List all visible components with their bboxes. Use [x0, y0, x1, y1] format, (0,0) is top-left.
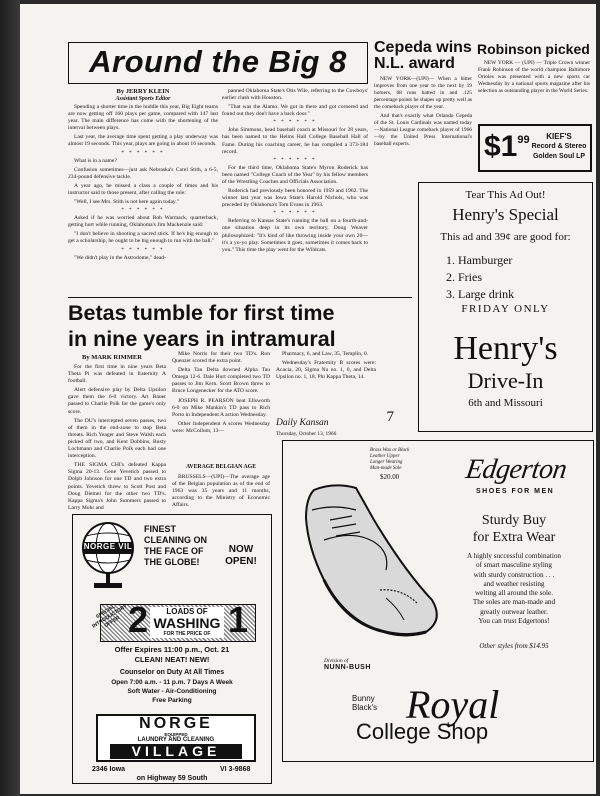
betas-paragraph: Mike Norris for their two TD's. Ron Quenzer scored the extra point.: [172, 351, 270, 365]
edgerton-other-styles: Other styles from $14.95: [479, 642, 549, 650]
betas-paragraph: The DU's intercepted seven passes, two of them in the end-zone to stop Beta threats. Rich Yeager and Steve Walsh each picked off two, and Kent Dobbins, Rusty Lochmann and Charlie Polk each had one interception.: [68, 417, 166, 460]
norge-phone: VI 3-9868: [220, 766, 251, 773]
edgerton-copy-line: and weather resisting: [483, 579, 545, 588]
edgerton-copy-line: greatly outwear leather.: [480, 607, 548, 616]
section-stars: * * * * * *: [121, 208, 165, 214]
cepeda-paragraph: NEW YORK—(UPI)— When a hitter improves from one year to the next by 19 homers, 68 runs batted in and .125 percentage points he shapes up pretty well as the comeback player of the year.: [374, 76, 472, 110]
newspaper-page: [20, 4, 596, 794]
royal-script: Royal: [406, 682, 500, 727]
betas-paragraph: JOSEPH R. PEARSON beat Ellsworth 6-0 on Mike Mankin's TD pass to Rich Porto in Independent A action Wednesday.: [172, 397, 270, 418]
loads-text: [150, 607, 224, 638]
around-paragraph: Confusion sometimes—just ask Nebraska's Carel Stith, a 6-5, 234-pound defensive tackle.: [68, 166, 218, 180]
around-mid-column: [222, 88, 368, 294]
edgerton-copy-line: The soles are man-made and: [472, 598, 556, 607]
edgerton-copy-line: with sturdy construction . . .: [473, 570, 555, 579]
dateline-paper: Daily Kansan: [276, 418, 329, 428]
kiefs-price-cents: 99: [517, 134, 530, 146]
dateline-date: Thursday, October 13, 1966: [276, 431, 337, 437]
robinson-column: [478, 60, 590, 122]
around-byline-role: Assistant Sports Editor: [115, 96, 171, 102]
betas-paragraph: THE SIGMA CHI's defeated Kappa Sigma 20-13. Gene Yevetich passed to Dolph Johnson for one TD and two extra points. Yevetich threw to Scott Post and Doug Diemel for the other two TD's. Kappa Sigma's John Summers passed to Larry Mohr and: [68, 462, 166, 510]
betas-paragraph: Other Independent A scores Wednesday were: McCollum, 13—: [172, 420, 270, 434]
section-stars: * * * * * *: [273, 211, 317, 217]
edgerton-copy-line: You can trust Edgertons!: [478, 617, 550, 626]
cepeda-headline: [374, 40, 474, 72]
betas-column-3: [276, 351, 376, 403]
bunny-text: Bunny: [352, 694, 375, 703]
division-of: Division of: [324, 658, 349, 664]
special-offer-badge: SPECIAL INTRODUCTORY OFFER: [91, 603, 129, 630]
henrys-friday: FRIDAY ONLY: [461, 303, 550, 315]
henrys-item: 3. Large drink: [446, 287, 515, 301]
henrys-content: [418, 188, 593, 411]
henrys-item: 2. Fries: [446, 270, 482, 284]
kiefs-name: KIEF'S: [546, 132, 572, 141]
betas-byline: By MARK RIMMER: [82, 354, 142, 361]
norge-logo-laundry: LAUNDRY AND CLEANING: [137, 737, 215, 743]
around-left-column: [68, 104, 218, 294]
sturdy-line1: Sturdy Buy: [481, 513, 547, 528]
norge-logo-village: VILLAGE: [110, 744, 242, 759]
around-paragraph: Asked if he was worried about Bob Warmack, quarterback, getting hurt while running, Oklahoma's Jim Mackenzie said:: [68, 215, 218, 229]
section-rule: [68, 297, 412, 298]
around-paragraph: For the third time, Oklahoma State's Myron Roderick has been named "College Coach of the Year" by his fellow members of the Wrestling Coaches and Officials Association.: [222, 164, 368, 185]
blacks-text: Black's: [352, 703, 378, 712]
dateline-page: 7: [386, 409, 394, 425]
loads-one: 1: [228, 599, 249, 640]
norge-hours: Open 7:00 a.m. - 11 p.m. 7 Days A Week: [111, 679, 233, 686]
dateline: [276, 409, 394, 438]
norge-parking: Free Parking: [152, 697, 192, 704]
section-stars: * * * * * *: [273, 120, 317, 126]
around-paragraph: What is in a name?: [74, 157, 117, 164]
around-paragraph: "We didn't play in the Astrodome," dead-: [74, 254, 166, 261]
globe-sign: NORGE VIL: [83, 542, 133, 551]
norge-address: 2346 Iowa: [92, 766, 126, 773]
betas-paragraph: For the first time in nine years Beta Theta Pi was defeated in fraternity A football.: [68, 364, 166, 385]
cepeda-paragraph: And that's exactly what Orlando Cepeda of the St. Louis Cardinals was named today—National League comeback player of 1966—by the United Press International's baseball experts.: [374, 113, 472, 147]
norge-logo-text: [96, 715, 256, 759]
kiefs-text: [528, 132, 590, 162]
henrys-drive-in: Drive-In: [467, 368, 544, 393]
henrys-item: 1. Hamburger: [446, 253, 513, 267]
henrys-special: Henry's Special: [452, 205, 559, 224]
bunny-blacks: [352, 694, 377, 712]
section-stars: * * * * * *: [121, 247, 165, 253]
betas-paragraph: Delta Tau Delta downed Alpha Tau Omega 12-6. Dale Hurt completed two TD passes to Jim Kern. Scott Brown threw to Bruce Longenecker for the ATO score.: [172, 367, 270, 395]
robinson-paragraph: NEW YORK — (UPI) — Triple Crown winner Frank Robinson of the world champion Baltimore Orioles was presented with a new sports car Wednesday by a national sports magazine after his selection as outstanding player in the World Series.: [478, 60, 590, 94]
edgerton-logo: Edgerton: [463, 454, 569, 485]
nunn-bush-credit: [324, 658, 371, 671]
belgian-title: AVERAGE BELGIAN AGE: [185, 464, 257, 470]
around-paragraph: panned Oklahoma State's Otis Wile, referring to the Cowboys' earlier clash with Houston.: [222, 88, 368, 102]
betas-headline-line1: Betas tumble for first time: [68, 301, 335, 325]
around-paragraph: Last year, the average time spent getting a play underway was almost 19 seconds. This year, plays are going in about 16 seconds.: [68, 134, 218, 148]
norge-clean: CLEAN! NEAT! NEW!: [134, 655, 210, 664]
norge-logo-name: NORGE: [139, 715, 213, 732]
around-big8-title: Around the Big 8: [89, 44, 347, 79]
shoe-desc-line: Leather Upper: [370, 454, 400, 459]
cepeda-headline-line1: Cepeda wins: [374, 39, 472, 56]
loads-of: LOADS OF: [166, 607, 208, 616]
section-stars: * * * * * *: [121, 150, 165, 156]
betas-column-2: [172, 351, 270, 451]
norge-soft-water: Soft Water - Air-Conditioning: [127, 688, 217, 695]
norge-expires: Offer Expires 11:00 p.m., Oct. 21: [114, 645, 230, 654]
norge-counselor: Counselor on Duty At All Times: [119, 669, 225, 676]
edgerton-copy-line: A highly successful combination: [466, 552, 562, 560]
edgerton-shoes-for-men: SHOES FOR MEN: [476, 488, 555, 495]
section-stars: * * * * * *: [273, 157, 317, 163]
shoe-desc-line: Longer Wearing: [370, 460, 403, 465]
kiefs-price-dollar: $1: [484, 130, 518, 163]
around-byline-block: [68, 88, 218, 103]
around-paragraph: Roderick had previously been honored in 1959 and 1962. The winner last year was Iowa State's Harold Nichols, who was preceded by Oklahoma's Tom Evans in 1963.: [222, 188, 368, 209]
belgian-column: [172, 474, 270, 514]
henrys-address: 6th and Missouri: [468, 397, 543, 409]
loads-washing: WASHING: [153, 615, 221, 631]
betas-paragraph: Alert defensive play by Delta Upsilon gave them the 6-0 victory. Art Bauer passed to Charlie Polk for the game's only score.: [68, 387, 166, 415]
sturdy-headline: [444, 512, 584, 546]
betas-paragraph: Wednesday's Fraternity B scores were: Acacia, 20, Sigma Nu no. 1, 0, and Delta Upsilon no. 1, 18, Phi Kappa Theta, 14.: [276, 360, 376, 381]
shoe-desc-line: Man-made Sole: [370, 466, 402, 471]
norge-logo-equipped: EQUIPPED: [164, 732, 188, 737]
betas-headline: [68, 300, 418, 352]
henrys-tear: Tear This Ad Out!: [465, 189, 546, 201]
loads-price-of: FOR THE PRICE OF: [163, 631, 211, 637]
norge-finest: FINEST CLEANING ON THE FACE OF THE GLOBE!: [144, 524, 207, 567]
around-paragraph: Referring to Kansas State's running the ball on a fourth-and-one situation deep in its own territory, Doug Weaver philosophized: "It's kind of like throwing inside your own 20—it's a yo-yo play. Sometimes it goes, sometimes it comes back to you." This time the play went for the Wildcats.: [222, 218, 368, 253]
around-paragraph: A year ago, he missed a class a couple of times and his instructor said to those present, after calling the role:: [68, 182, 218, 196]
nunn-bush: NUNN-BUSH: [324, 664, 371, 671]
globe-icon: [80, 520, 136, 592]
edgerton-copy-line: welting all around the sole.: [474, 589, 554, 598]
shoe-description: [370, 448, 409, 480]
robinson-headline: Robinson picked: [477, 41, 590, 57]
around-paragraph: John Simmons, head baseball coach at Missouri for 28 years, has been named to the Helms Hall College Baseball Hall of Fame. During his coaching career, he has compiled a 373-184 record.: [222, 127, 368, 155]
kiefs-line2: Record & Stereo: [531, 143, 587, 150]
henrys-good-for: This ad and 39¢ are good for:: [440, 231, 571, 243]
cepeda-headline-line2: N.L. award: [374, 55, 455, 72]
sturdy-line2: for Extra Wear: [472, 530, 556, 545]
college-shop: College Shop: [356, 719, 489, 744]
norge-highway: on Highway 59 South: [136, 775, 208, 782]
around-paragraph: "Well, I see Mrs. Stith is not here again today.": [74, 199, 180, 206]
around-paragraph: Spending a shorter time in the huddle this year, Big Eight teams are now getting off 160 plays per game, compared with 147 last year. The main difference has come with the shortening of the interval between plays.: [68, 104, 218, 132]
betas-paragraph: Pharmacy, 6, and Law, 35, Templin, 0.: [282, 351, 369, 357]
shoe-price: $20.00: [380, 473, 400, 481]
cepeda-column: [374, 76, 472, 176]
shoe-desc-line: Brass Wax or Black: [370, 448, 410, 453]
edgerton-copy: [444, 552, 584, 626]
kiefs-price: [484, 128, 528, 168]
around-paragraph: "I don't believe in shooting a sacred stick. If he's big enough to get a scholarship, he ought to be big enough to run with the ball.": [68, 231, 218, 245]
betas-headline-line2: in nine years in intramural: [68, 327, 336, 351]
wingtip-shoe-icon: [294, 480, 444, 640]
kiefs-line3: Golden Soul LP: [532, 153, 586, 160]
edgerton-copy-line: of smart masculine styling: [475, 561, 553, 570]
norge-now-open: NOW OPEN!: [225, 544, 257, 567]
norge-details: [72, 645, 272, 705]
henrys-items: [418, 252, 593, 303]
around-byline: By JERRY KLEIN: [116, 88, 170, 95]
betas-column-1: [68, 364, 166, 510]
around-paragraph: "That was the Alamo. We got in there and got cornered and found out they don't have a back door.": [222, 104, 368, 118]
loads-two: 2: [128, 599, 149, 640]
belgian-paragraph: BRUSSELS—(UPI)—The average age of the Belgian population as of the end of 1963 was 35 years and 11 months, according to the Ministry of Economic Affairs.: [172, 474, 270, 509]
page-edge-shadow: [0, 0, 20, 796]
henrys-name: Henry's: [453, 330, 558, 367]
